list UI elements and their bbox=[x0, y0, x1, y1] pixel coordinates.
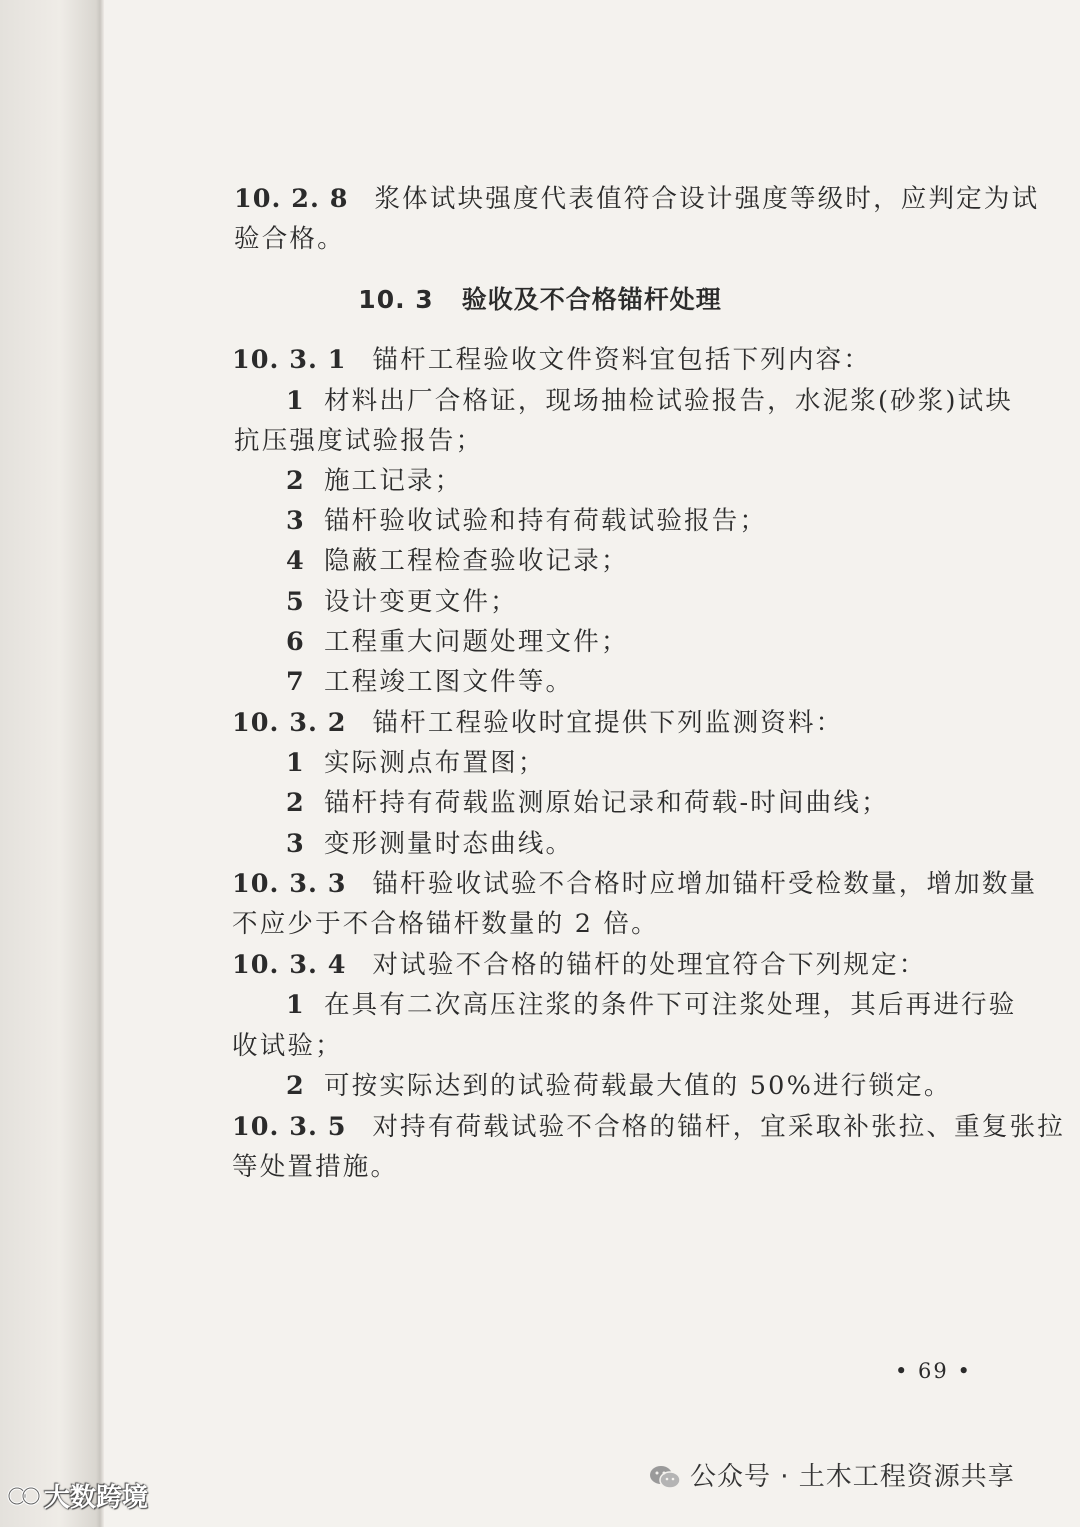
list-item bbox=[286, 746, 546, 780]
clause-number: 10. 3. 2 bbox=[232, 708, 347, 738]
item-text: 材料出厂合格证，现场抽检试验报告，水泥浆(砂浆)试块 bbox=[323, 386, 1014, 416]
item-text: 锚杆持有荷载监测原始记录和荷载-时间曲线； bbox=[323, 788, 889, 818]
footer-watermark bbox=[0, 1455, 1080, 1527]
item-text: 设计变更文件； bbox=[323, 587, 518, 617]
item-text: 施工记录； bbox=[323, 466, 463, 496]
item-number: 7 bbox=[286, 667, 306, 697]
clause-text: 对持有荷载试验不合格的锚杆，宜采取补张拉、重复张拉 bbox=[372, 1112, 1065, 1142]
item-text: 工程重大问题处理文件； bbox=[323, 627, 629, 657]
clause-10-3-3 bbox=[232, 867, 1037, 901]
item-number: 5 bbox=[286, 587, 306, 617]
item-text: 工程竣工图文件等。 bbox=[323, 667, 574, 697]
item-number: 2 bbox=[286, 466, 306, 496]
clause-10-2-8 bbox=[234, 182, 1039, 216]
item-number: 3 bbox=[286, 506, 306, 536]
brand-logo-icon bbox=[6, 1481, 42, 1511]
item-number: 6 bbox=[286, 627, 306, 657]
item-text: 锚杆验收试验和持有荷载试验报告； bbox=[323, 506, 768, 536]
section-heading bbox=[0, 283, 1080, 317]
brand-logo-text: 大数跨境 bbox=[44, 1483, 149, 1513]
clause-10-3-4 bbox=[232, 948, 927, 982]
item-text: 变形测量时态曲线。 bbox=[323, 829, 574, 859]
page-number: • 69 • bbox=[895, 1359, 972, 1383]
clause-number: 10. 3. 1 bbox=[232, 345, 347, 375]
list-item bbox=[286, 1069, 952, 1103]
clause-text: 对试验不合格的锚杆的处理宜符合下列规定： bbox=[372, 950, 927, 980]
item-text: 隐蔽工程检查验收记录； bbox=[323, 546, 629, 576]
clause-10-3-1 bbox=[232, 343, 871, 377]
clause-10-3-2 bbox=[232, 706, 843, 740]
clause-text: 浆体试块强度代表值符合设计强度等级时，应判定为试 bbox=[374, 184, 1040, 214]
list-item-continued: 收试验； bbox=[232, 1031, 343, 1061]
list-item bbox=[286, 988, 1016, 1022]
list-item bbox=[286, 384, 1013, 418]
item-text: 可按实际达到的试验荷载最大值的 50%进行锁定。 bbox=[323, 1071, 952, 1101]
list-item bbox=[286, 665, 573, 699]
item-text: 实际测点布置图； bbox=[323, 748, 546, 778]
list-item bbox=[286, 827, 573, 861]
clause-10-3-5 bbox=[232, 1110, 1065, 1144]
item-number: 1 bbox=[286, 386, 306, 416]
clause-number: 10. 3. 4 bbox=[232, 950, 347, 980]
item-number: 3 bbox=[286, 829, 306, 859]
clause-text: 锚杆工程验收文件资料宜包括下列内容： bbox=[372, 345, 872, 375]
clause-text: 锚杆工程验收时宜提供下列监测资料： bbox=[372, 708, 844, 738]
clause-10-2-8-continued: 验合格。 bbox=[234, 224, 345, 254]
list-item bbox=[286, 585, 518, 619]
clause-number: 10. 2. 8 bbox=[234, 184, 349, 214]
clause-10-3-3-continued: 不应少于不合格锚杆数量的 2 倍。 bbox=[232, 909, 659, 939]
clause-10-3-5-continued: 等处置措施。 bbox=[232, 1152, 399, 1182]
item-number: 4 bbox=[286, 546, 306, 576]
list-item bbox=[286, 504, 767, 538]
clause-number: 10. 3. 5 bbox=[232, 1112, 347, 1142]
list-item bbox=[286, 786, 889, 820]
item-number: 1 bbox=[286, 748, 306, 778]
list-item bbox=[286, 544, 629, 578]
clause-text: 锚杆验收试验不合格时应增加锚杆受检数量，增加数量 bbox=[372, 869, 1038, 899]
clause-number: 10. 3. 3 bbox=[232, 869, 347, 899]
list-item bbox=[286, 464, 462, 498]
item-number: 2 bbox=[286, 1071, 306, 1101]
item-number: 1 bbox=[286, 990, 306, 1020]
list-item bbox=[286, 625, 629, 659]
section-title: 验收及不合格锚杆处理 bbox=[461, 285, 722, 314]
section-number: 10. 3 bbox=[358, 285, 434, 314]
watermark-text: 公众号 · 土木工程资源共享 bbox=[690, 1462, 1015, 1492]
item-text: 在具有二次高压注浆的条件下可注浆处理，其后再进行验 bbox=[323, 990, 1017, 1020]
list-item-continued: 抗压强度试验报告； bbox=[234, 426, 484, 456]
item-number: 2 bbox=[286, 788, 306, 818]
wechat-icon bbox=[648, 1463, 682, 1491]
